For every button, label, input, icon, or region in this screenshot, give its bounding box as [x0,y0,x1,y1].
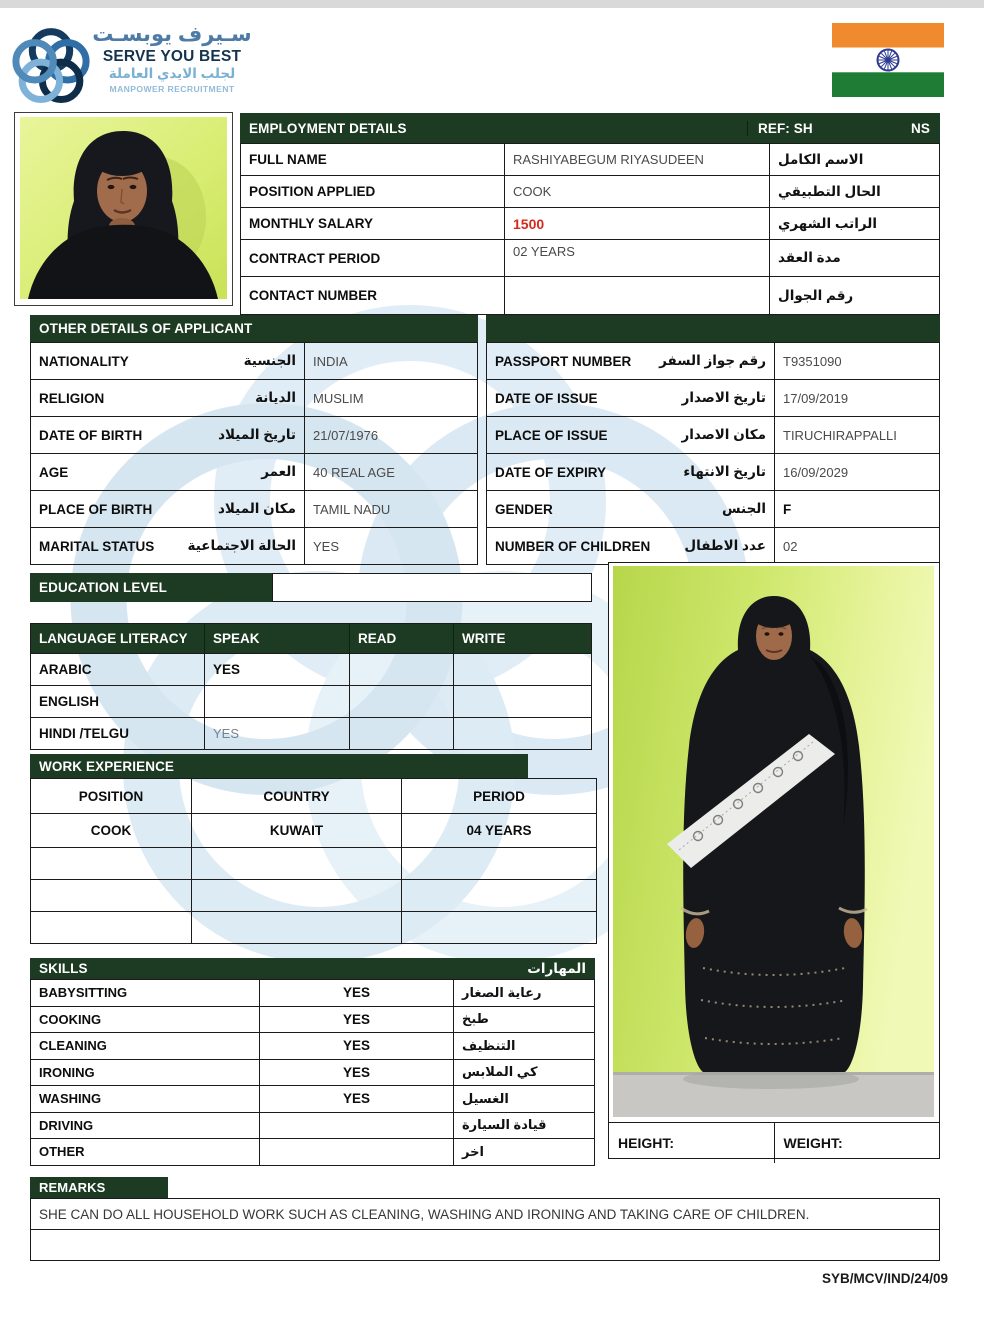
detail-row [31,379,477,416]
detail-row [31,527,477,564]
other-details-header-right [486,315,940,342]
skills-table [30,979,595,1166]
row-label: MARITAL STATUS [39,538,155,554]
row-arabic: رقم جواز السفر [659,353,766,368]
language-header: LANGUAGE LITERACY [39,631,188,646]
skill-arabic: كي الملابس [453,1060,594,1086]
detail-row [31,453,477,490]
education-level-bar [30,573,272,602]
row-label: POSITION APPLIED [249,184,376,199]
work-header-row [31,779,596,813]
row-label: DATE OF ISSUE [495,390,598,406]
work-experience-title: WORK EXPERIENCE [39,758,175,774]
skill-label: DRIVING [39,1117,94,1133]
skill-value: YES [259,1007,453,1033]
row-value: 21/07/1976 [304,417,477,453]
employment-row [241,276,939,314]
skill-label: OTHER [39,1144,85,1160]
skill-arabic: اخر [453,1139,594,1165]
row-arabic: الحال التطبيقي [769,176,939,207]
row-arabic: الحالة الاجتماعية [187,538,296,553]
language-row [31,685,591,717]
country-value [191,912,401,943]
logo-rings-icon [12,27,90,105]
speak-header: SPEAK [204,624,349,653]
remarks-title: REMARKS [39,1180,106,1195]
work-experience-table [30,778,597,944]
work-row [31,879,596,911]
top-strip [0,0,984,8]
row-label: PLACE OF ISSUE [495,427,608,443]
row-label: RELIGION [39,390,105,406]
row-value: INDIA [304,343,477,379]
period-header: PERIOD [401,779,596,813]
read-header: READ [349,624,453,653]
employment-row [241,207,939,239]
read-value [349,686,453,717]
detail-row [487,416,939,453]
row-value: T9351090 [774,343,939,379]
detail-row [487,453,939,490]
skills-title-arabic: المهارات [527,960,586,976]
country-header: COUNTRY [191,779,401,813]
skill-row [31,1059,594,1086]
skill-row [31,980,594,1006]
education-level-value-box [272,573,592,602]
write-header: WRITE [453,624,591,653]
other-details-left-table [30,342,478,565]
language-literacy-table [30,623,592,750]
row-value: RASHIYABEGUM RIYASUDEEN [504,144,769,175]
work-row [31,911,596,943]
read-value [349,654,453,685]
skill-value [259,1139,453,1165]
employment-ref [747,121,940,136]
skills-title: SKILLS [39,961,88,976]
row-arabic: الجنس [721,501,766,516]
detail-row [31,490,477,527]
skill-label: COOKING [39,1011,102,1027]
row-value: 40 REAL AGE [304,454,477,490]
row-value: TIRUCHIRAPPALLI [774,417,939,453]
skill-value: YES [259,1086,453,1112]
applicant-fullbody-photo [609,563,939,1122]
employment-row [241,239,939,276]
employment-header [240,113,940,143]
write-value [453,718,591,749]
row-value: YES [304,528,477,564]
row-arabic: مكان الميلاد [218,501,296,516]
row-value-salary: 1500 [504,208,769,239]
weight-field: WEIGHT: [774,1123,940,1163]
employment-title: EMPLOYMENT DETAILS [249,120,407,136]
footer-code: SYB/MCV/IND/24/09 [821,1271,948,1286]
speak-value: YES [204,718,349,749]
remarks-empty-row [31,1229,939,1260]
skill-label: CLEANING [39,1038,107,1054]
detail-row [487,379,939,416]
skill-row [31,1006,594,1033]
other-details-title: OTHER DETAILS OF APPLICANT [39,321,253,336]
skill-arabic: التنظيف [453,1033,594,1059]
row-label: DATE OF EXPIRY [495,464,607,480]
detail-row [487,527,939,564]
row-value: MUSLIM [304,380,477,416]
language-name: ENGLISH [39,694,100,709]
row-label: AGE [39,464,69,480]
row-value: F [774,491,939,527]
india-flag [832,23,944,97]
language-name: HINDI /TELGU [39,726,129,741]
row-label: CONTRACT PERIOD [249,250,381,266]
logo-subtitle: MANPOWER RECRUITMENT [109,83,235,94]
row-value: TAMIL NADU [304,491,477,527]
language-name: ARABIC [39,662,92,677]
company-logo-text [92,24,252,94]
employment-table [240,143,940,315]
skill-value: YES [259,980,453,1006]
row-value [504,277,769,314]
language-row [31,717,591,749]
logo-title: SERVE YOU BEST [102,47,242,65]
ashoka-chakra-icon [878,50,899,71]
skill-value: YES [259,1033,453,1059]
remarks-row [31,1199,939,1229]
row-label: NATIONALITY [39,353,129,369]
write-value [453,654,591,685]
period-value [401,848,596,879]
position-header: POSITION [78,788,144,804]
skill-label: BABYSITTING [39,985,128,1001]
row-arabic: رقم الجوال [769,277,939,314]
row-label: FULL NAME [249,152,327,167]
work-row [31,813,596,847]
row-value: 17/09/2019 [774,380,939,416]
skill-value: YES [259,1060,453,1086]
row-arabic: الديانة [255,390,296,405]
logo-arabic-subtitle: لجلب الايدي العاملة [108,66,236,82]
logo-arabic-title: سـيرف يوبسـت [92,23,252,46]
remarks-table [30,1198,940,1261]
skill-arabic: طبخ [453,1007,594,1033]
skill-label: WASHING [39,1091,102,1107]
row-arabic: الجنسية [243,353,296,368]
detail-row [31,343,477,379]
skill-arabic: الغسيل [453,1086,594,1112]
period-value: 04 YEARS [401,814,596,847]
row-arabic: الراتب الشهري [769,208,939,239]
skill-row [31,1112,594,1139]
read-value [349,718,453,749]
speak-value [204,686,349,717]
period-value [401,880,596,911]
row-label: PASSPORT NUMBER [495,353,632,369]
row-label: PLACE OF BIRTH [39,501,153,517]
detail-row [31,416,477,453]
position-value [31,880,191,911]
row-value: 02 [774,528,939,564]
employment-ref-value: NS [911,120,930,136]
height-weight-row [609,1122,939,1163]
skill-label: IRONING [39,1064,95,1080]
position-value [31,912,191,943]
applicant-headshot-photo [14,112,233,306]
skill-value [259,1113,453,1139]
employment-row [241,175,939,207]
other-details-header [30,315,478,342]
skill-arabic: قيادة السيارة [453,1113,594,1139]
employment-ref-label: REF: SH [758,120,813,136]
work-row [31,847,596,879]
row-label: GENDER [495,501,553,517]
row-value: 02 YEARS [504,240,769,276]
row-value: COOK [504,176,769,207]
skill-row [31,1085,594,1112]
row-arabic: تاريخ الاصدار [681,390,766,405]
fullbody-photo-panel [608,562,940,1159]
speak-value: YES [204,654,349,685]
position-value [31,848,191,879]
row-label: MONTHLY SALARY [249,216,374,231]
row-value: 16/09/2029 [774,454,939,490]
row-arabic: مكان الاصدار [681,427,766,442]
detail-row [487,490,939,527]
position-value: COOK [90,823,132,838]
skill-arabic: رعاية الصغار [453,980,594,1006]
row-arabic: مدة العقد [769,240,939,276]
company-logo [12,27,90,105]
work-experience-bar [30,754,528,778]
remarks-text: SHE CAN DO ALL HOUSEHOLD WORK SUCH AS CLEANING, WASHING AND IRONING AND TAKING CARE OF CHILDREN. [39,1206,810,1222]
remarks-bar [30,1177,168,1198]
other-details-right-table [486,342,940,565]
row-arabic: عدد الاطفال [684,538,766,553]
detail-row [487,343,939,379]
row-label: NUMBER OF CHILDREN [495,538,651,554]
country-value: KUWAIT [191,814,401,847]
row-label: CONTACT NUMBER [249,288,377,303]
row-label: DATE OF BIRTH [39,427,143,443]
row-arabic: الاسم الكامل [769,144,939,175]
write-value [453,686,591,717]
row-arabic: تاريخ الميلاد [218,427,296,442]
language-header-row [31,624,591,653]
education-level-title: EDUCATION LEVEL [39,580,168,595]
country-value [191,848,401,879]
row-arabic: تاريخ الانتهاء [683,464,766,479]
skill-row [31,1032,594,1059]
row-arabic: العمر [261,464,296,479]
country-value [191,880,401,911]
skills-bar [30,958,595,979]
skill-row [31,1138,594,1165]
height-field: HEIGHT: [618,1135,674,1151]
period-value [401,912,596,943]
language-row [31,653,591,685]
employment-row [241,144,939,175]
